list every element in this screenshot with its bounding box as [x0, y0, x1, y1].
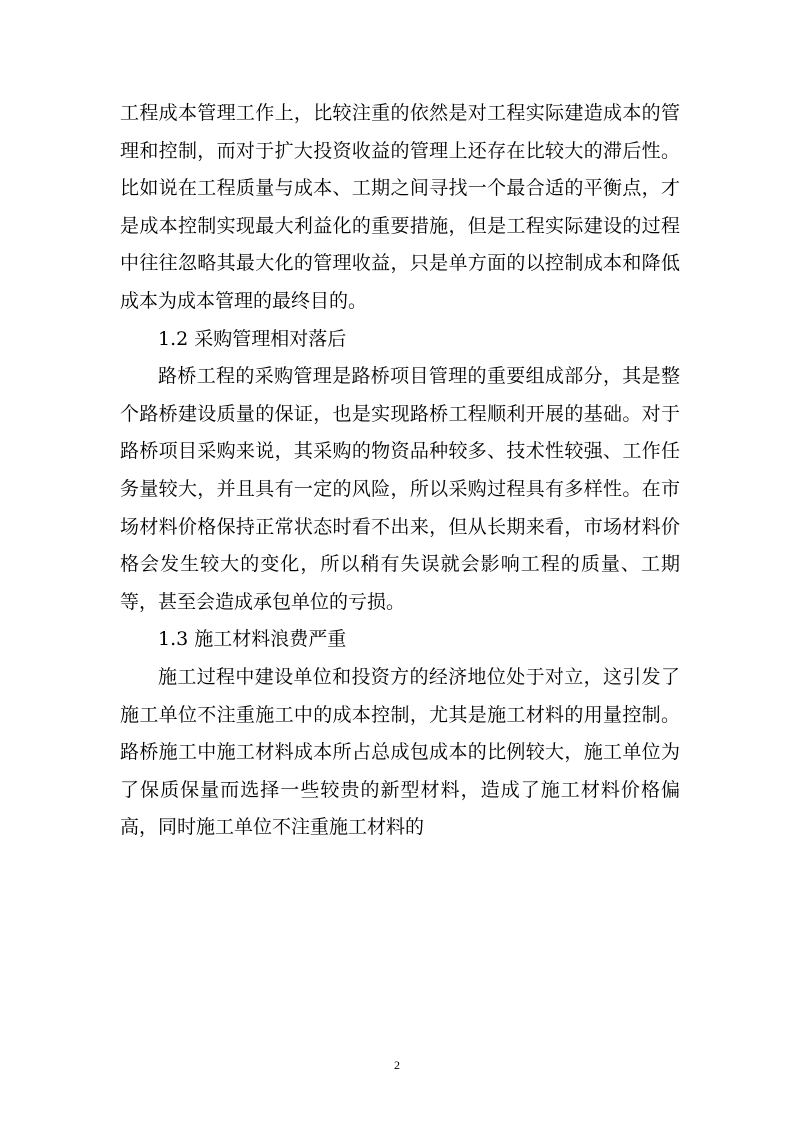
section-heading-1-3: 1.3 施工材料浪费严重 [158, 628, 347, 651]
body-text [120, 95, 680, 847]
section-heading-1-2: 1.2 采购管理相对落后 [158, 327, 347, 350]
paragraph-procurement: 路桥工程的采购管理是路桥项目管理的重要组成部分，其是整个路桥建设质量的保证，也是实现路桥工程顺利开展的基础。对于路桥项目采购来说，其采购的物资品种较多、技术性较强、工作任务量较大，并且具有一定的风险，所以采购过程具有多样性。在市场材料价格保持正常状态时看不出来，但从长期来看，市场材料价格会发生较大的变化，所以稍有失误就会影响工程的质量、工期等，甚至会造成承包单位的亏损。 [120, 365, 680, 613]
paragraph-materials: 施工过程中建设单位和投资方的经济地位处于对立，这引发了施工单位不注重施工中的成本控制，尤其是施工材料的用量控制。路桥施工中施工材料成本所占总成包成本的比例较大，施工单位为了保质保量而选择一些较贵的新型材料，造成了施工材料价格偏高，同时施工单位不注重施工材料的 [120, 665, 680, 839]
page-number: 2 [394, 1058, 400, 1072]
paragraph-continuation: 工程成本管理工作上，比较注重的依然是对工程实际建造成本的管理和控制，而对于扩大投资收益的管理上还存在比较大的滞后性。比如说在工程质量与成本、工期之间寻找一个最合适的平衡点，才是成本控制实现最大利益化的重要措施，但是工程实际建设的过程中往往忽略其最大化的管理收益，只是单方面的以控制成本和降低成本为成本管理的最终目的。 [120, 102, 680, 312]
